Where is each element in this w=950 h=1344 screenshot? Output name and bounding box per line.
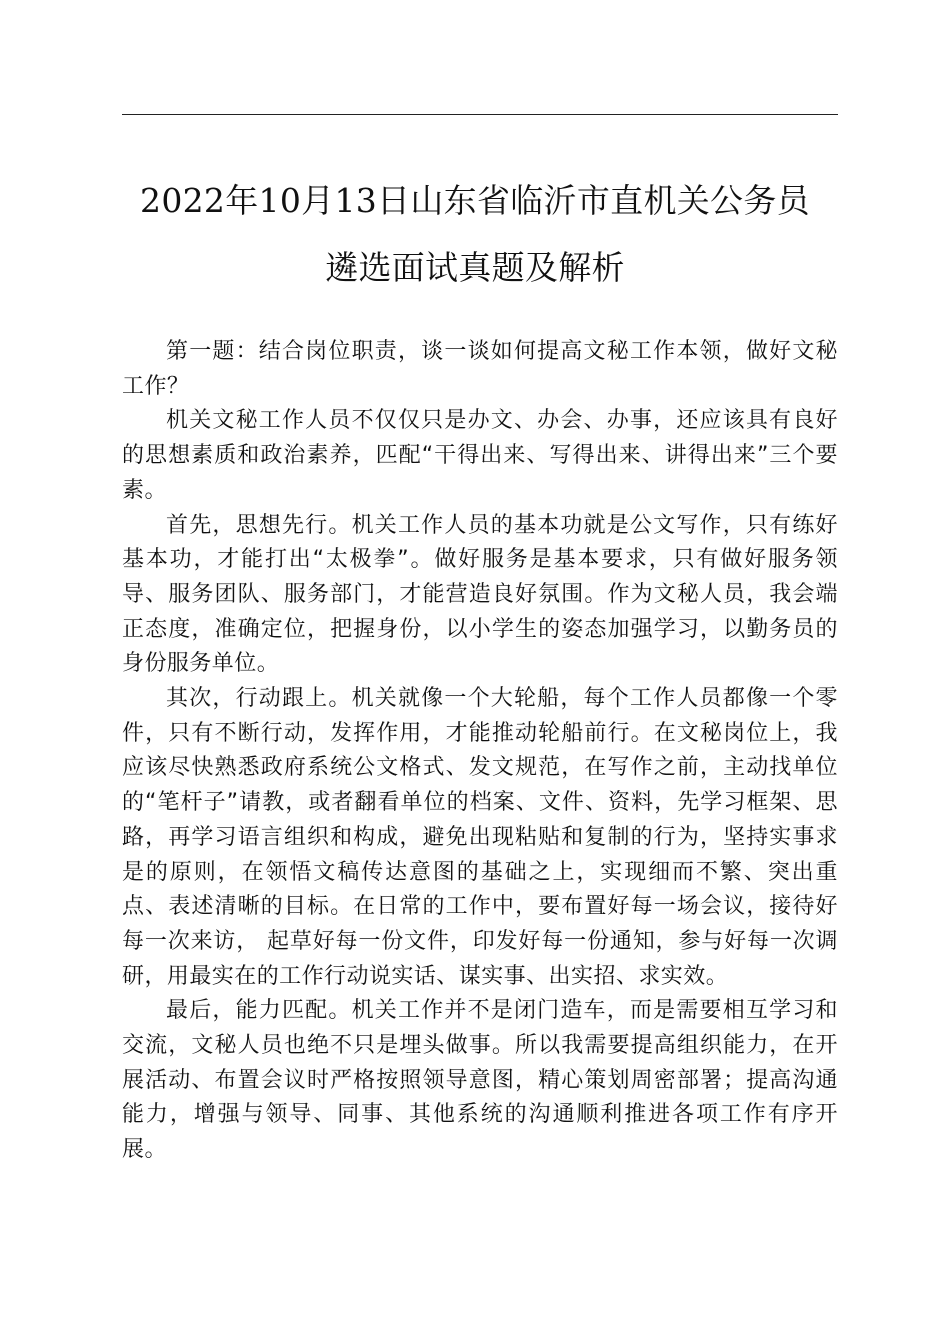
document-body (122, 335, 838, 1168)
document-title-line-2: 遴选面试真题及解析 (325, 248, 625, 287)
header-rule (122, 114, 838, 115)
paragraph-second: 其次，行动跟上。机关就像一个大轮船，每个工作人员都像一个零件，只有不断行动，发挥作用，才能推动轮船前行。在文秘岗位上，我应该尽快熟悉政府系统公文格式、发文规范，在写作之前，主动找单位的“笔杆子”请教，或者翻看单位的档案、文件、资料，先学习框架、思路，再学习语言组织和构成，避免出现粘贴和复制的行为，坚持实事求是的原则，在领悟文稿传达意图的基础之上，实现细而不繁、突出重点、表述清晰的目标。在日常的工作中，要布置好每一场会议，接待好每一次来访， 起草好每一份文件，印发好每一份通知，参与好每一次调研，用最实在的工作行动说实话、谋实事、出实招、求实效。 (122, 686, 838, 989)
paragraph-intro: 机关文秘工作人员不仅仅只是办文、办会、办事，还应该具有良好的思想素质和政治素养，匹配“干得出来、写得出来、讲得出来”三个要素。 (122, 408, 838, 503)
title-year-char: 年 (225, 181, 259, 220)
document-title-line-1 (60, 181, 890, 221)
title-day: 13 (334, 181, 378, 220)
title-rest: 日山东省临沂市直机关公务员 (377, 181, 810, 220)
title-month: 10 (258, 181, 302, 220)
paragraph-last: 最后，能力匹配。机关工作并不是闭门造车，而是需要相互学习和交流，文秘人员也绝不只是埋头做事。所以我需要提高组织能力，在开展活动、布置会议时严格按照领导意图，精心策划周密部署；提高沟通能力，增强与领导、同事、其他系统的沟通顺利推进各项工作有序开展。 (122, 998, 838, 1163)
title-month-char: 月 (301, 181, 335, 220)
title-year: 2022 (140, 181, 226, 220)
paragraph-first: 首先，思想先行。机关工作人员的基本功就是公文写作，只有练好基本功，才能打出“太极拳”。做好服务是基本要求，只有做好服务领导、服务团队、服务部门，才能营造良好氛围。作为文秘人员，我会端正态度，准确定位，把握身份，以小学生的姿态加强学习，以勤务员的身份服务单位。 (122, 512, 838, 677)
paragraph-question: 第一题：结合岗位职责，谈一谈如何提高文秘工作本领，做好文秘工作？ (122, 339, 838, 399)
